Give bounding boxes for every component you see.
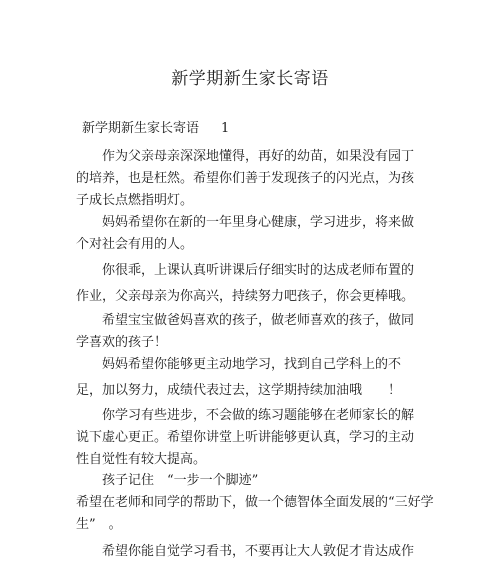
paragraph-4: [76, 310, 414, 354]
paragraph-7: [76, 470, 434, 536]
paragraph-line: 孩子记住 “一步一个脚迹”: [102, 473, 259, 488]
paragraph-line: 希望你能自觉学习看书，不要再让大人敦促才肯达成作: [102, 544, 415, 559]
paragraph-line: 作业，父亲母亲为你高兴，持续努力吧孩子，你会更棒哦。: [76, 289, 415, 304]
paragraph-5: [76, 352, 401, 404]
paragraph-line: 的培养，也是枉然。希望你们善于发现孩子的闪光点，为孩: [76, 171, 415, 186]
paragraph-1: [76, 146, 414, 212]
paragraph-line: 足，加以努力，成绩代表过去，这学期持续加油哦 ！: [76, 383, 402, 398]
paragraph-6: [76, 405, 414, 471]
paragraph-8: [76, 541, 414, 563]
paragraph-line: 妈妈希望你在新的一年里身心健康，学习进步，将来做: [102, 215, 415, 230]
paragraph-line: 生” 。: [76, 517, 122, 532]
section-heading-number: 1: [221, 121, 230, 136]
paragraph-line: 说下虚心更正。希望你讲堂上听讲能够更认真，学习的主动: [76, 430, 415, 445]
paragraph-line: 希望宝宝做爸妈喜欢的孩子，做老师喜欢的孩子，做同: [102, 313, 415, 328]
paragraph-line: 你学习有些进步，不会做的练习题能够在老师家长的解: [102, 408, 415, 423]
paragraph-line: 希望在老师和同学的帮助下，做一个德智体全面发展的“三好学: [76, 495, 434, 510]
paragraph-line: 作为父亲母亲深深地懂得，再好的幼苗，如果没有园丁: [102, 149, 415, 164]
paragraph-line: 你很乖，上课认真听讲课后仔细实时的达成老师布置的: [102, 263, 415, 278]
section-heading-text: 新学期新生家长寄语: [82, 121, 200, 136]
paragraph-line: 学喜欢的孩子！: [76, 335, 168, 350]
page-title: 新学期新生家长寄语: [171, 69, 329, 89]
paragraph-line: 个对社会有用的人。: [76, 237, 194, 252]
paragraph-line: 性自觉性有较大提高。: [76, 452, 207, 467]
paragraph-2: [76, 212, 414, 256]
paragraph-3: [76, 258, 414, 310]
section-heading: [82, 117, 229, 136]
paragraph-line: 子成长点燃指明灯。: [76, 193, 194, 208]
paragraph-line: 妈妈希望你能够更主动地学习，找到自己学科上的不: [102, 357, 402, 372]
